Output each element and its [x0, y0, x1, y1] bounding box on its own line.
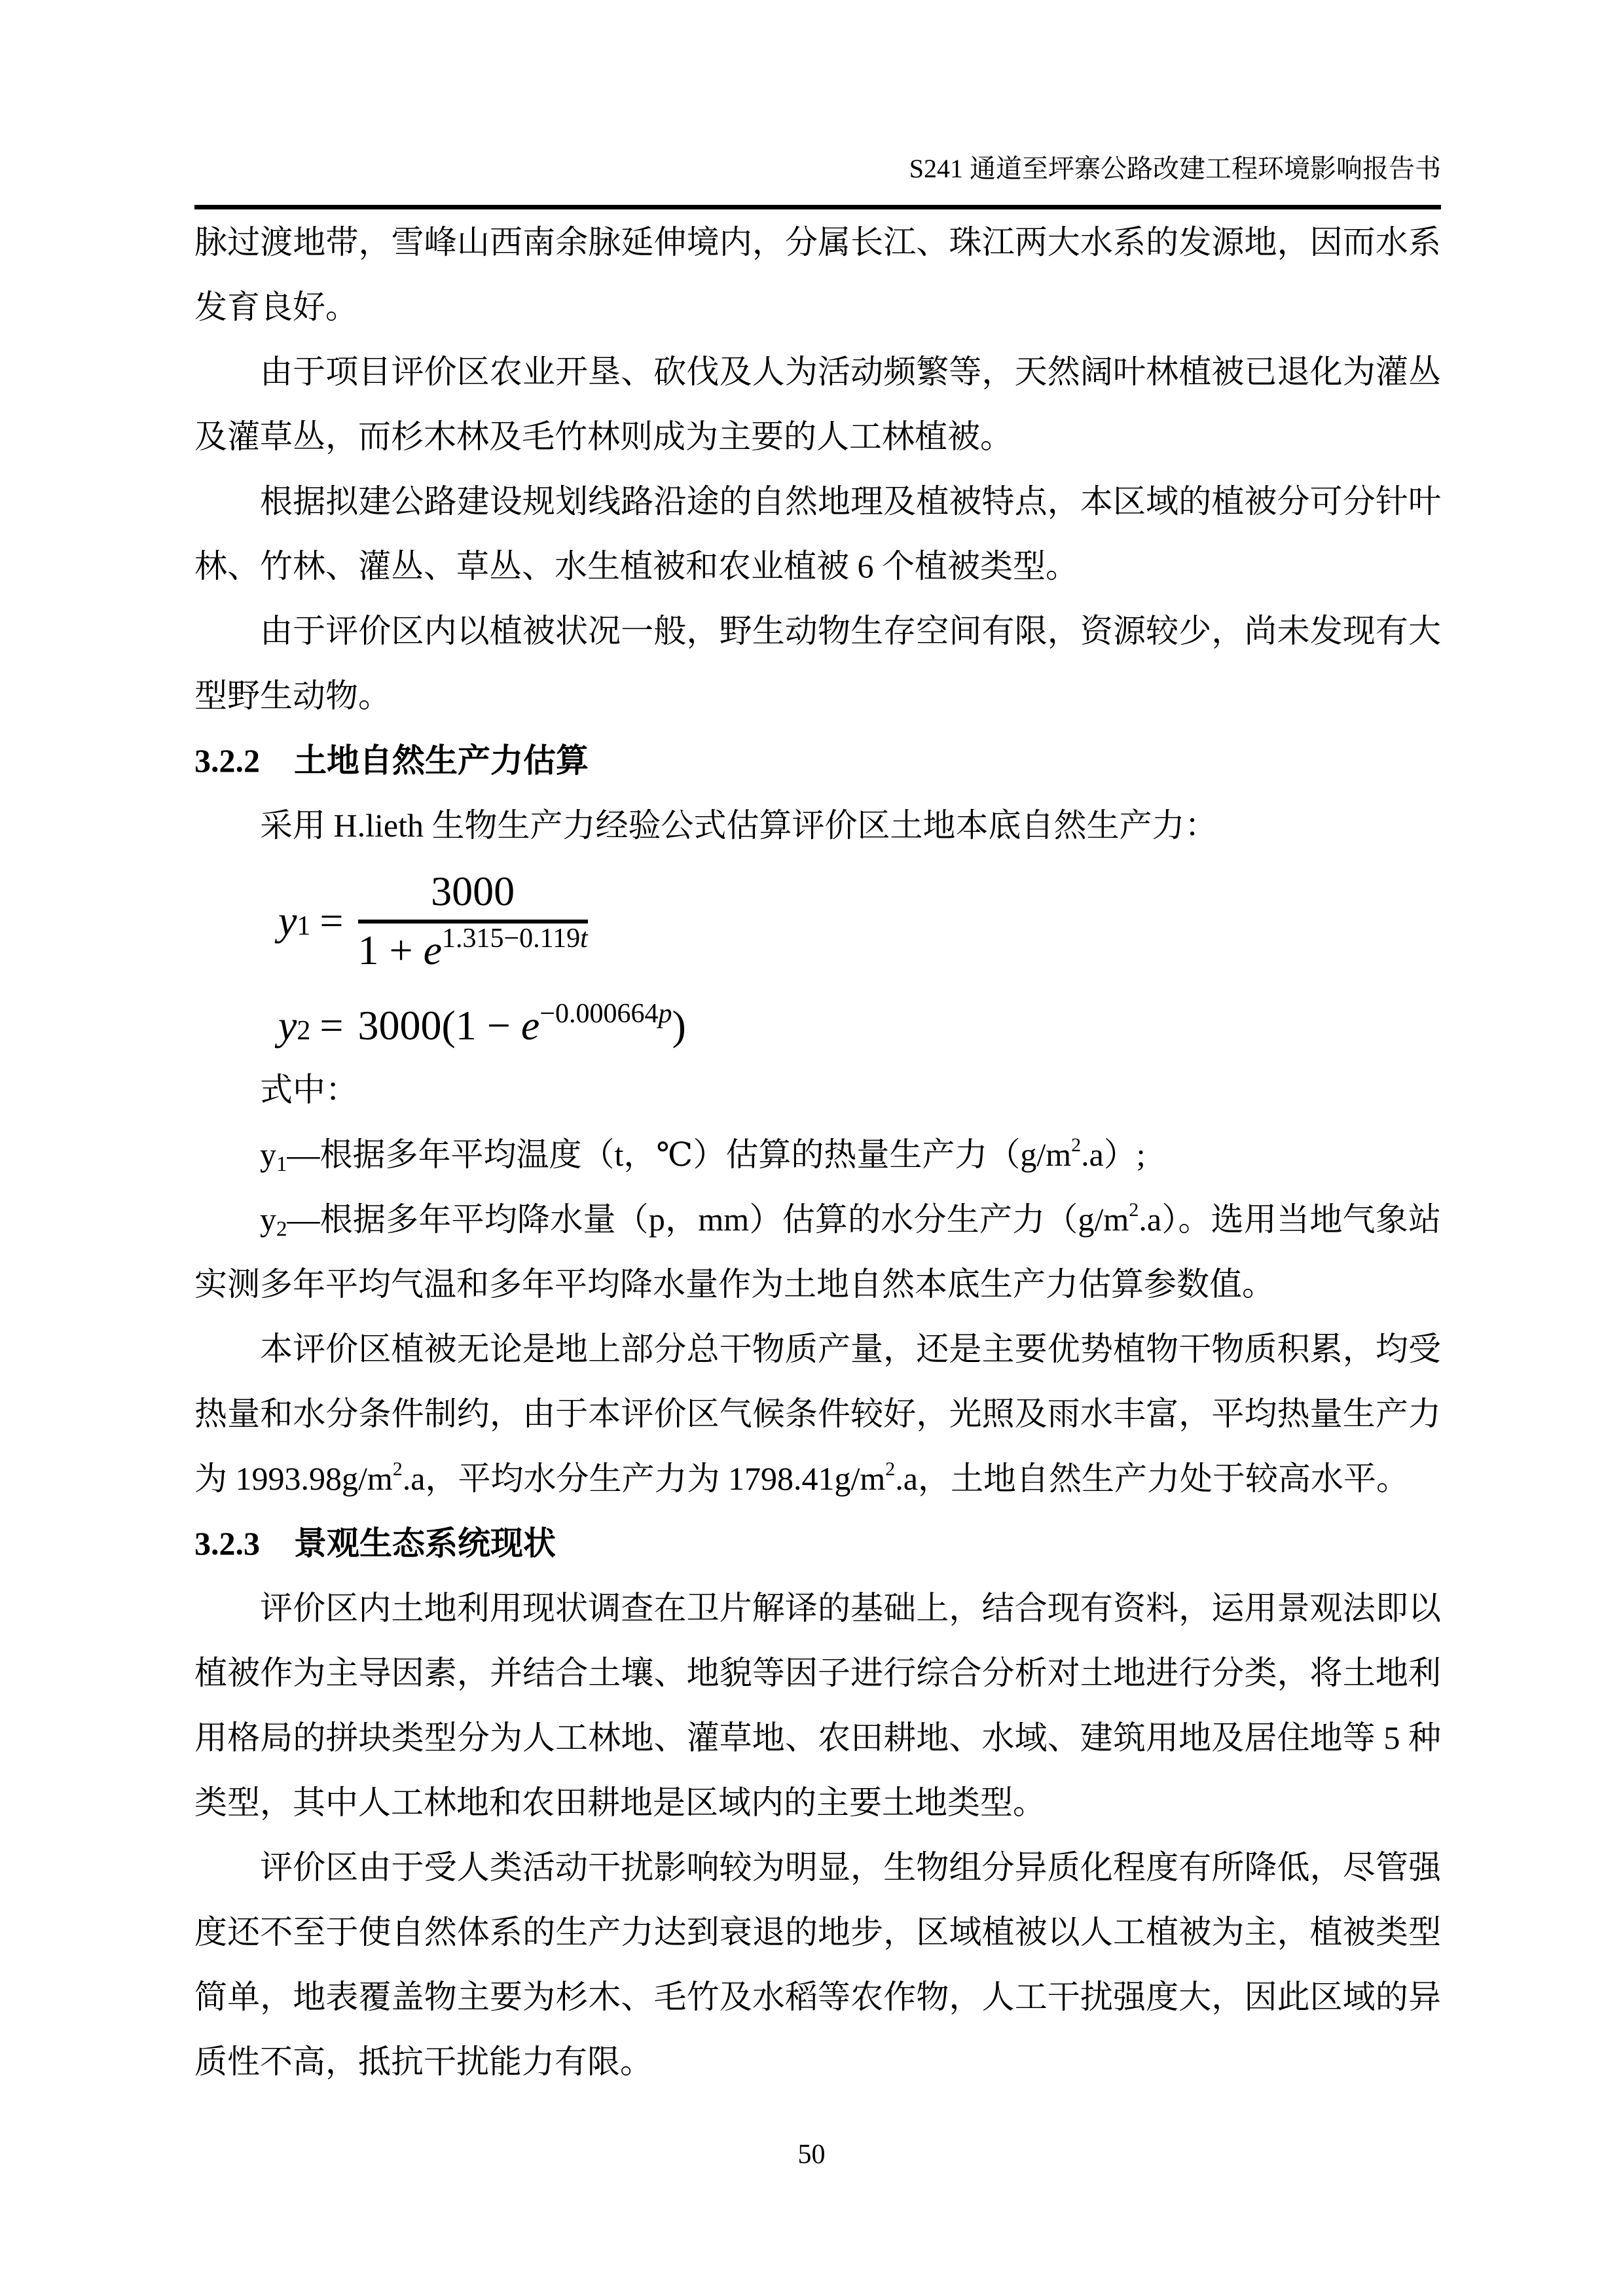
paragraph-vegetation-types: 根据拟建公路建设规划线路沿途的自然地理及植被特点，本区域的植被分可分针叶林、竹林、灌丛、草丛、水生植被和农业植被 6 个植被类型。	[194, 483, 1441, 584]
paragraph-continuation: 脉过渡地带，雪峰山西南余脉延伸境内，分属长江、珠江两大水系的发源地，因而水系发育良好。	[194, 224, 1441, 325]
paragraph-landscape-patches: 评价区内土地利用现状调查在卫片解译的基础上，结合现有资料，运用景观法即以植被作为主导因素，并结合土壤、地貌等因子进行综合分析对土地进行分类，将土地利用格局的拼块类型分为人工林地、灌草地、农田耕地、水域、建筑用地及居住地等 5 种类型，其中人工林地和农田耕地是区域内的主要土地类型。	[194, 1590, 1441, 1821]
formula-y2	[278, 998, 1441, 1049]
formula-y2-rhs: $3000(1 - e^{-0.000664p})$	[357, 998, 686, 1049]
definition-y2: $y_2—$根据多年平均降水量（p，mm）估算的水分生产力$(g/m^2.a)$。选用当地气象站实测多年平均气温和多年平均降水量作为土地自然本底生产力估算参数值。	[194, 1199, 1441, 1303]
paragraph-vegetation-degradation: 由于项目评价区农业开垦、砍伐及人为活动频繁等，天然阔叶林植被已退化为灌丛及灌草丛，而杉木林及毛竹林则成为主要的人工林植被。	[194, 353, 1441, 455]
exponent: 1.315−0.119t	[442, 924, 588, 954]
section-number: 3.2.2	[194, 742, 260, 779]
formula-y1-lhs: y 1	[278, 897, 311, 944]
equals-sign: =	[319, 1001, 344, 1049]
formula-y1	[278, 869, 1441, 974]
fraction	[358, 869, 588, 974]
definition-y1: $y_1—$根据多年平均温度（t，℃）估算的热量生产力$(g/m^2.a)$;	[260, 1134, 1146, 1177]
paragraph-wildlife: 由于评价区内以植被状况一般，野生动物生存空间有限，资源较少，尚未发现有大型野生动物。	[194, 613, 1441, 714]
section-title: 土地自然生产力估算	[294, 742, 589, 779]
fraction-denominator: $1 + e^{1.315-0.119t}$	[357, 924, 588, 974]
page-number: 50	[797, 2140, 826, 2170]
section-heading-3-2-3	[194, 1511, 1441, 1576]
paragraph-disturbance: 评价区由于受人类活动干扰影响较为明显，生物组分异质化程度有所降低，尽管强度还不至于使自然体系的生产力达到衰退的地步，区域植被以人工植被为主，植被类型简单，地表覆盖物主要为杉木、毛竹及水稻等农作物，人工干扰强度大，因此区域的异质性不高，抵抗干扰能力有限。	[194, 1849, 1441, 2081]
formula-where-label: 式中：	[260, 1071, 358, 1109]
section-heading-3-2-2	[194, 728, 1441, 793]
fraction-numerator: 3000	[431, 868, 515, 914]
exponent: −0.000664p	[539, 998, 672, 1029]
section-title: 景观生态系统现状	[294, 1525, 556, 1562]
formula-y2-lhs: y 2	[278, 1001, 311, 1049]
header-rule	[194, 205, 1441, 209]
page-header-title: S241 通道至坪寨公路改建工程环境影响报告书	[909, 154, 1441, 183]
section-number: 3.2.3	[194, 1525, 260, 1562]
equals-sign: =	[319, 897, 344, 944]
paragraph-hlieth-intro: 采用 H.lieth 生物生产力经验公式估算评价区土地本底自然生产力：	[260, 807, 1218, 844]
paragraph-productivity-result: 本评价区植被无论是地上部分总干物质产量，还是主要优势植物干物质积累，均受热量和水分条件制约，由于本评价区气候条件较好，光照及雨水丰富，平均热量生产力为 $1993.98g/m^2.a$，平均水分生产力为 $1798.41g/m^2.a$，土地自然生产力处于较高水平。	[194, 1331, 1441, 1498]
document-body	[194, 210, 1441, 2094]
